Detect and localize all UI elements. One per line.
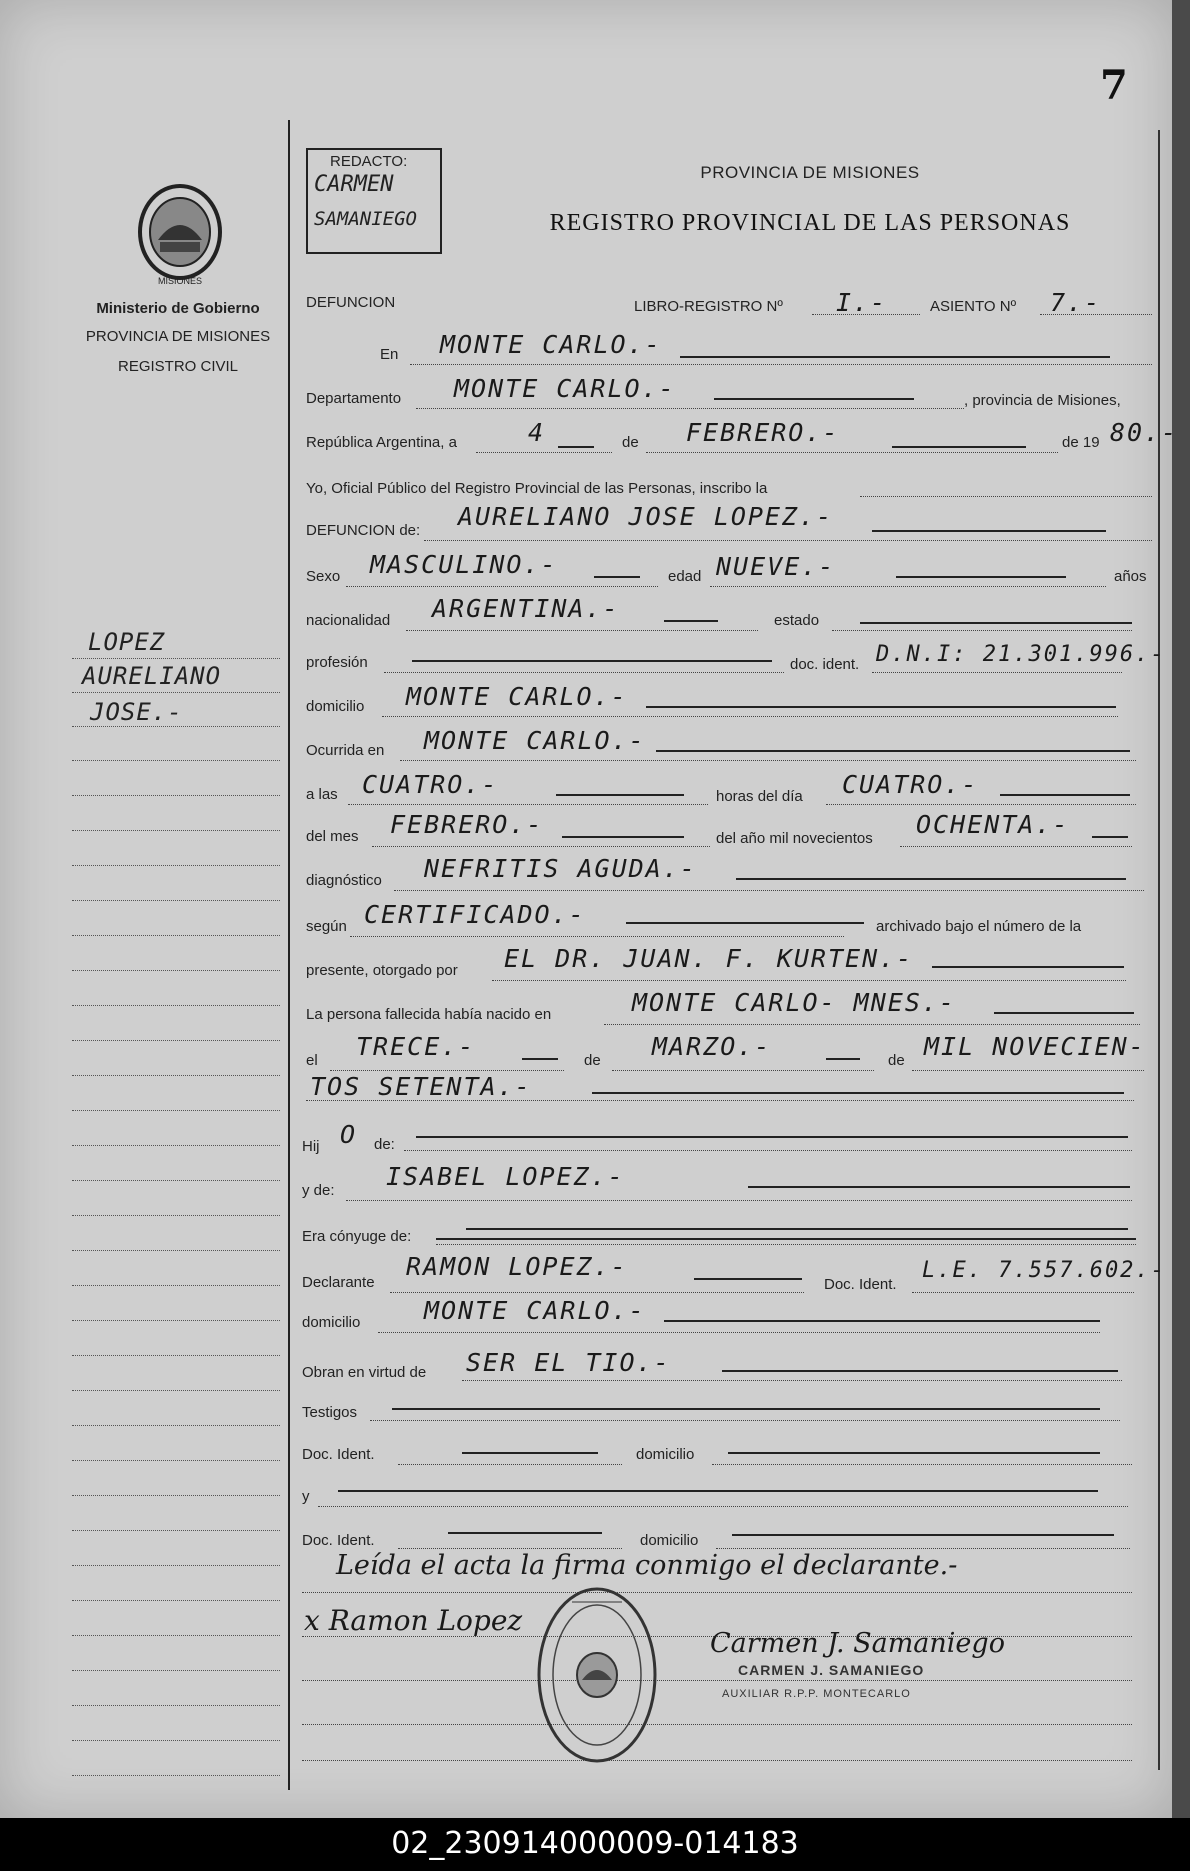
margin-line: [72, 1040, 280, 1041]
nacido-label: La persona fallecida había nacido en: [306, 1006, 552, 1023]
dotted-line: [302, 1724, 1132, 1725]
registry-title: REGISTRO PROVINCIAL DE LAS PERSONAS: [549, 210, 1071, 236]
dia-value: 4: [528, 418, 546, 447]
filler-dash: [558, 446, 594, 448]
filler-dash: [416, 1136, 1128, 1138]
margin-line: [72, 1355, 280, 1356]
dotted-line: [476, 452, 612, 453]
margin-line: [72, 795, 280, 796]
filler-dash: [722, 1370, 1118, 1372]
dotted-line: [400, 760, 1136, 761]
del-anio-label: del año mil novecientos: [716, 830, 873, 847]
margin-line: [72, 1495, 280, 1496]
dotted-line: [406, 630, 758, 631]
margin-line: [72, 1390, 280, 1391]
anio-value: 80.-: [1110, 418, 1179, 447]
dotted-line: [900, 846, 1132, 847]
dotted-line: [712, 1464, 1132, 1465]
a-las-value: CUATRO.-: [362, 770, 499, 799]
dotted-line: [398, 1548, 622, 1549]
presente-value: EL DR. JUAN. F. KURTEN.-: [504, 944, 914, 973]
margin-line: [72, 900, 280, 901]
declarante-label: Declarante: [302, 1274, 375, 1291]
mes2-value: MARZO.-: [652, 1032, 772, 1061]
dotted-line: [390, 1292, 804, 1293]
filler-dash: [748, 1186, 1130, 1188]
margin-line: [72, 1740, 280, 1741]
filler-dash: [626, 922, 864, 924]
filler-dash: [714, 398, 914, 400]
sexo-label: Sexo: [306, 568, 341, 585]
margin-line: [72, 1320, 280, 1321]
margin-line: [72, 658, 280, 659]
declarante-domicilio-label: domicilio: [302, 1314, 361, 1331]
y-de-value: ISABEL LOPEZ.-: [386, 1162, 625, 1191]
margin-line: [72, 760, 280, 761]
redacto-name-line2: SAMANIEGO: [314, 208, 417, 230]
libro-label: LIBRO-REGISTRO Nº: [634, 298, 783, 315]
margin-line: [72, 692, 280, 693]
filler-dash: [338, 1490, 1098, 1492]
dotted-line: [912, 1292, 1134, 1293]
margin-line: [72, 1425, 280, 1426]
dotted-line: [404, 1150, 1132, 1151]
redacto-label: REDACTO:: [330, 153, 408, 170]
deceased-name-value: AURELIANO JOSE LOPEZ.-: [458, 502, 834, 531]
dotted-line: [612, 1070, 874, 1071]
dotted-line: [604, 1024, 1140, 1025]
testigos-label: Testigos: [302, 1404, 358, 1421]
testigo1-doc-label: Doc. Ident.: [302, 1446, 375, 1463]
filler-dash: [826, 1058, 860, 1060]
filler-dash: [664, 1320, 1100, 1322]
ocurrida-label: Ocurrida en: [306, 742, 385, 759]
dotted-line: [826, 804, 1136, 805]
filler-dash: [680, 356, 1110, 358]
margin-note-name: AURELIANO: [82, 662, 222, 690]
el-label: el: [306, 1052, 318, 1069]
dotted-line: [318, 1506, 1128, 1507]
el-value: TRECE.-: [356, 1032, 476, 1061]
filler-dash: [932, 966, 1124, 968]
dotted-line: [346, 1200, 1132, 1201]
ocurrida-value: MONTE CARLO.-: [424, 726, 646, 755]
mes-value: FEBRERO.-: [686, 418, 840, 447]
margin-line: [72, 1110, 280, 1111]
margin-line: [72, 830, 280, 831]
official-role: AUXILIAR R.P.P. MONTECARLO: [722, 1688, 911, 1700]
filler-dash: [594, 576, 640, 578]
en-label: En: [380, 346, 399, 363]
province-seal-icon: [130, 180, 230, 290]
margin-line: [72, 1075, 280, 1076]
filler-dash: [694, 1278, 802, 1280]
declarante-domicilio-value: MONTE CARLO.-: [424, 1296, 646, 1325]
segun-value: CERTIFICADO.-: [364, 900, 586, 929]
libro-value: I.-: [836, 288, 888, 317]
dotted-line: [860, 496, 1152, 497]
margin-line: [72, 1215, 280, 1216]
margin-line: [72, 970, 280, 971]
anio2-continuation: TOS SETENTA.-: [310, 1072, 532, 1101]
hij-value: O: [340, 1120, 358, 1149]
dotted-line: [372, 846, 710, 847]
testigo1-domicilio-label: domicilio: [636, 1446, 695, 1463]
filler-dash: [562, 836, 684, 838]
filler-dash: [656, 750, 1130, 752]
filler-dash: [436, 1238, 1136, 1240]
dotted-line: [416, 408, 964, 409]
estado-label: estado: [774, 612, 820, 629]
del-mes-label: del mes: [306, 828, 359, 845]
y-de-label: y de:: [302, 1182, 335, 1199]
de4-label: de:: [374, 1136, 395, 1153]
margin-line: [72, 1145, 280, 1146]
defuncion-de-label: DEFUNCION de:: [306, 522, 421, 539]
dotted-line: [302, 1592, 1132, 1593]
right-border: [1158, 130, 1160, 1770]
filler-dash: [522, 1058, 558, 1060]
testigo2-domicilio-label: domicilio: [640, 1532, 699, 1549]
filler-dash: [466, 1228, 1128, 1230]
dotted-line: [350, 936, 844, 937]
doc-ident-value: D.N.I: 21.301.996.-: [876, 642, 1166, 667]
page-number: 7: [1100, 62, 1128, 109]
defuncion-label: DEFUNCION: [306, 294, 396, 311]
filler-dash: [892, 446, 1026, 448]
departamento-label: Departamento: [306, 390, 402, 407]
margin-line: [72, 1285, 280, 1286]
margin-note-name2: JOSE.-: [90, 698, 183, 726]
anio2-value: MIL NOVECIEN-: [924, 1032, 1146, 1061]
dotted-line: [716, 1548, 1130, 1549]
dotted-line: [370, 1420, 1120, 1421]
margin-line: [72, 865, 280, 866]
declarante-doc-value: L.E. 7.557.602.-: [922, 1258, 1166, 1283]
dotted-line: [378, 1332, 1100, 1333]
filler-dash: [732, 1534, 1114, 1536]
margin-note-surname: LOPEZ: [88, 628, 166, 656]
margin-line: [72, 1670, 280, 1671]
margin-divider: [288, 120, 290, 1790]
dotted-line: [410, 364, 1152, 365]
dotted-line: [330, 1070, 564, 1071]
hij-label: Hij: [302, 1138, 320, 1155]
filler-dash: [1092, 836, 1128, 838]
horas-value: CUATRO.-: [842, 770, 979, 799]
declarante-doc-label: Doc. Ident.: [824, 1276, 897, 1293]
document-id: 02_230914000009-014183: [391, 1826, 799, 1861]
margin-line: [72, 1565, 280, 1566]
de2-label: de: [584, 1052, 601, 1069]
filler-dash: [392, 1408, 1100, 1410]
dotted-line: [424, 540, 1152, 541]
filler-dash: [412, 660, 772, 662]
margin-line: [72, 1250, 280, 1251]
dotted-line: [302, 1680, 1132, 1681]
provincia-label: , provincia de Misiones,: [964, 392, 1121, 409]
province-title: PROVINCIA DE MISIONES: [700, 163, 920, 182]
ministry-name: Ministerio de Gobierno: [96, 300, 260, 317]
dotted-line: [398, 1464, 622, 1465]
seal-text: MISIONES: [157, 276, 203, 286]
margin-line: [72, 1775, 280, 1776]
margin-line: [72, 1530, 280, 1531]
filler-dash: [736, 878, 1126, 880]
edad-value: NUEVE.-: [716, 552, 836, 581]
doc-ident-label: doc. ident.: [790, 656, 860, 673]
declarante-value: RAMON LOPEZ.-: [406, 1252, 628, 1281]
filler-dash: [728, 1452, 1100, 1454]
margin-line: [72, 726, 280, 727]
en-value: MONTE CARLO.-: [440, 330, 662, 359]
obran-value: SER EL TIO.-: [466, 1348, 671, 1377]
filler-dash: [860, 622, 1132, 624]
dotted-line: [384, 672, 784, 673]
filler-dash: [592, 1092, 1124, 1094]
asiento-label: ASIENTO Nº: [930, 298, 1017, 315]
archivado-label: archivado bajo el número de la: [876, 918, 1082, 935]
y-label: y: [302, 1488, 310, 1505]
margin-line: [72, 1005, 280, 1006]
yo-label: Yo, Oficial Público del Registro Provincial de las Personas, inscribo la: [306, 480, 768, 497]
filler-dash: [872, 530, 1106, 532]
edad-label: edad: [668, 568, 702, 585]
anos-label: años: [1114, 568, 1147, 585]
filler-dash: [896, 576, 1066, 578]
dotted-line: [710, 586, 1106, 587]
a-las-label: a las: [306, 786, 338, 803]
departamento-value: MONTE CARLO.-: [454, 374, 676, 403]
sexo-value: MASCULINO.-: [370, 550, 558, 579]
dotted-line: [394, 890, 1144, 891]
dotted-line: [492, 980, 1126, 981]
margin-line: [72, 1460, 280, 1461]
margin-line: [72, 1705, 280, 1706]
dotted-line: [912, 1070, 1144, 1071]
del-anio-value: OCHENTA.-: [916, 810, 1070, 839]
testigo2-doc-label: Doc. Ident.: [302, 1532, 375, 1549]
official-signature: Carmen J. Samaniego: [710, 1628, 1005, 1659]
de-label: de: [622, 434, 639, 451]
presente-label: presente, otorgado por: [306, 962, 458, 979]
nacido-value: MONTE CARLO- MNES.-: [632, 988, 956, 1017]
nacionalidad-value: ARGENTINA.-: [432, 594, 620, 623]
filler-dash: [664, 620, 718, 622]
dotted-line: [872, 672, 1122, 673]
leida-text: Leída el acta la firma conmigo el declarante.-: [336, 1550, 958, 1581]
filler-dash: [994, 1012, 1134, 1014]
dotted-line: [646, 452, 1058, 453]
horas-label: horas del día: [716, 788, 803, 805]
nacionalidad-label: nacionalidad: [306, 612, 391, 629]
ministry-province: PROVINCIA DE MISIONES: [85, 328, 271, 345]
del-mes-value: FEBRERO.-: [390, 810, 544, 839]
official-name: CARMEN J. SAMANIEGO: [738, 1662, 925, 1678]
filler-dash: [462, 1452, 598, 1454]
official-stamp-icon: [532, 1580, 662, 1770]
dotted-line: [832, 630, 1132, 631]
margin-line: [72, 935, 280, 936]
diagnostico-label: diagnóstico: [306, 872, 382, 889]
dotted-line: [462, 1380, 1122, 1381]
segun-label: según: [306, 918, 347, 935]
dotted-line: [436, 1244, 1136, 1245]
filler-dash: [646, 706, 1116, 708]
margin-line: [72, 1635, 280, 1636]
de19-label: de 19: [1062, 434, 1100, 451]
page-edge: [1172, 0, 1190, 1818]
dotted-line: [346, 586, 658, 587]
domicilio-label: domicilio: [306, 698, 365, 715]
diagnostico-value: NEFRITIS AGUDA.-: [424, 854, 697, 883]
asiento-value: 7.-: [1050, 288, 1102, 317]
redacto-name-line1: CARMEN: [314, 172, 394, 197]
conyuge-label: Era cónyuge de:: [302, 1228, 412, 1245]
dotted-line: [302, 1760, 1132, 1761]
de3-label: de: [888, 1052, 905, 1069]
republica-label: República Argentina, a: [306, 434, 457, 451]
obran-label: Obran en virtud de: [302, 1364, 427, 1381]
declarant-signature: x Ramon Lopez: [304, 1604, 523, 1637]
filler-dash: [448, 1532, 602, 1534]
profesion-label: profesión: [306, 654, 368, 671]
margin-line: [72, 1180, 280, 1181]
filler-dash: [556, 794, 684, 796]
dotted-line: [348, 804, 708, 805]
filler-dash: [1000, 794, 1130, 796]
dotted-line: [382, 716, 1118, 717]
margin-line: [72, 1600, 280, 1601]
domicilio-value: MONTE CARLO.-: [406, 682, 628, 711]
ministry-registry: REGISTRO CIVIL: [117, 358, 239, 375]
